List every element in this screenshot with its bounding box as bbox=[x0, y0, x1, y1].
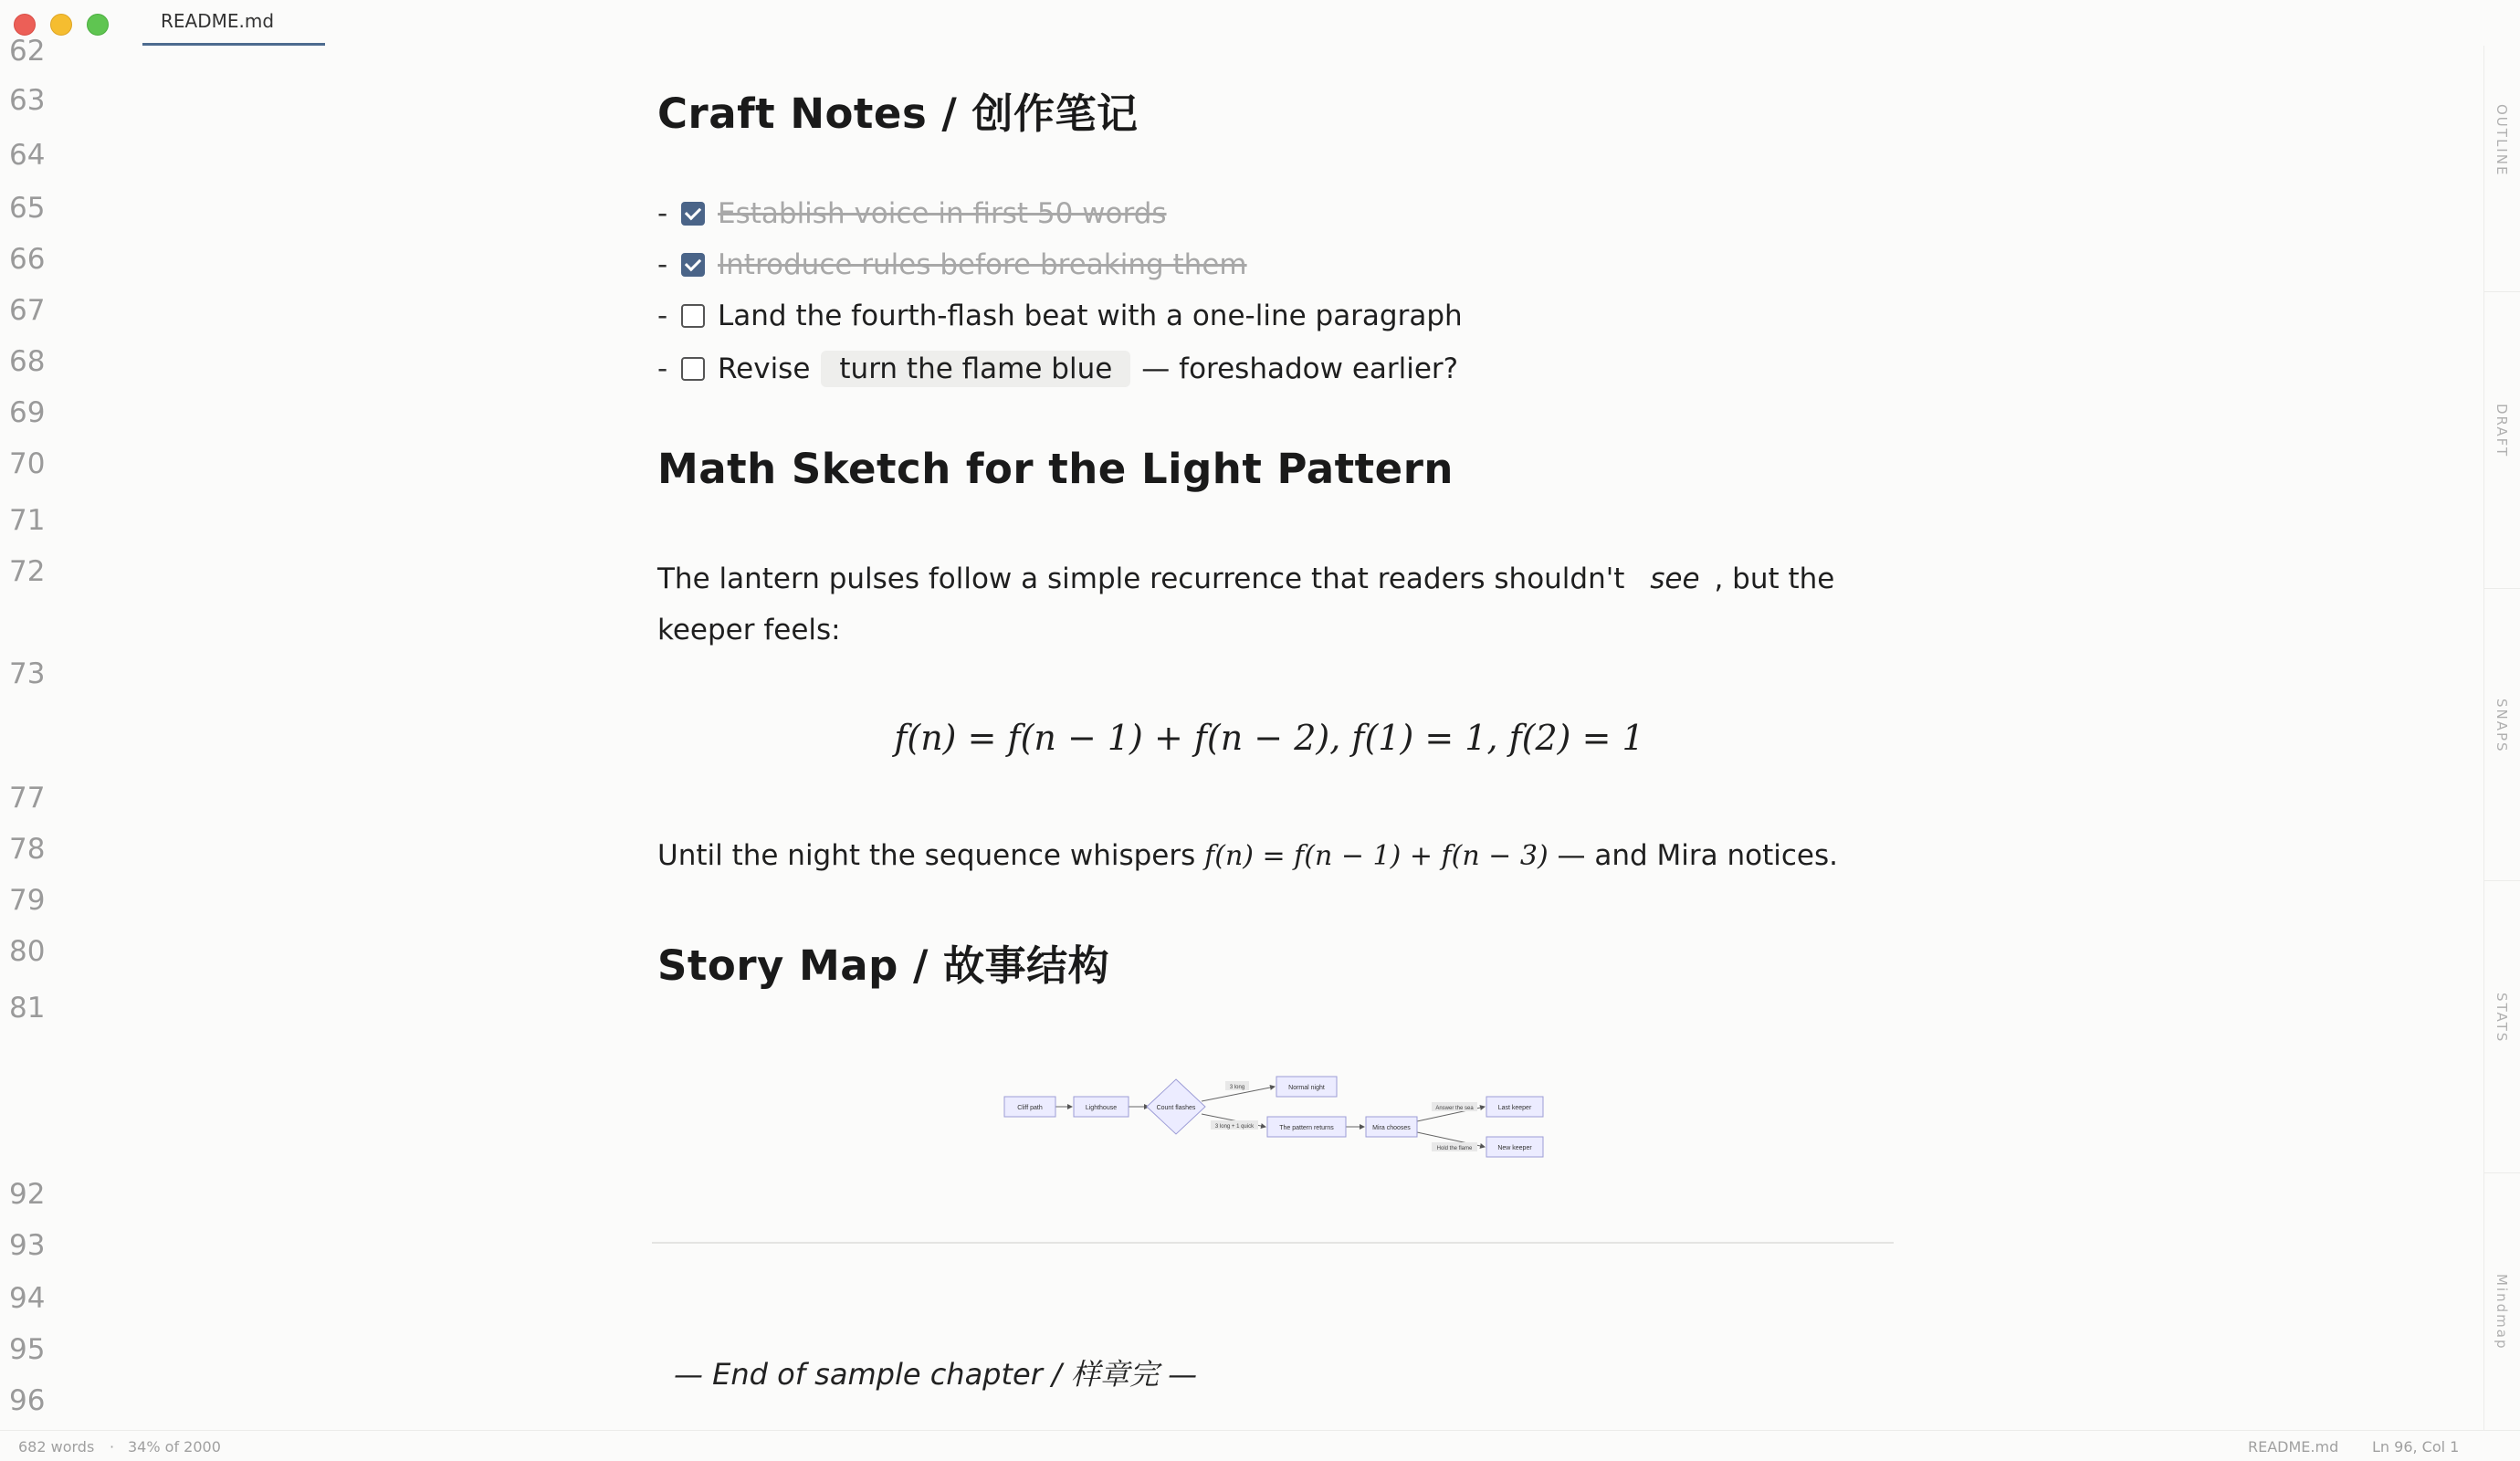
line-number: 66 bbox=[9, 243, 46, 276]
diagram-node[interactable] bbox=[1366, 1117, 1417, 1137]
rail-label: Mindmap bbox=[2494, 1274, 2510, 1351]
line-number: 92 bbox=[9, 1178, 46, 1211]
paragraph-text: Until the night the sequence whispers bbox=[657, 839, 1196, 872]
rail-tab-snaps[interactable] bbox=[2484, 589, 2520, 881]
line-number: 65 bbox=[9, 192, 46, 225]
edge-label: 3 long bbox=[1229, 1085, 1245, 1090]
diagram-node[interactable] bbox=[1486, 1097, 1543, 1117]
line-number: 62 bbox=[9, 35, 46, 62]
line-number: 80 bbox=[9, 935, 46, 968]
paragraph-text: — and Mira notices. bbox=[1557, 839, 1839, 872]
story-map-diagram[interactable] bbox=[995, 1068, 1561, 1169]
list-dash: - bbox=[657, 352, 668, 385]
line-number: 79 bbox=[9, 884, 46, 917]
task-text: Land the fourth-flash beat with a one-line paragraph bbox=[718, 300, 1463, 332]
list-dash: - bbox=[657, 300, 668, 332]
inline-math: f(n) = f(n − 1) + f(n − 3) bbox=[1204, 840, 1549, 872]
close-window-button[interactable] bbox=[14, 14, 36, 36]
task-text: Introduce rules before breaking them bbox=[718, 248, 1247, 281]
line-number: 67 bbox=[9, 294, 46, 327]
node-label: New keeper bbox=[1497, 1145, 1532, 1151]
task-checkbox-unchecked[interactable] bbox=[681, 357, 705, 381]
node-label: Last keeper bbox=[1497, 1105, 1532, 1111]
chapter-end-line: — End of sample chapter / 样章完 — bbox=[674, 1357, 1198, 1392]
paragraph-text: The lantern pulses follow a simple recurrence that readers shouldn't bbox=[657, 562, 1625, 595]
minimize-window-button[interactable] bbox=[50, 14, 72, 36]
line-number: 94 bbox=[9, 1282, 46, 1315]
line-number: 95 bbox=[9, 1333, 46, 1366]
inline-code: turn the flame blue bbox=[821, 351, 1130, 387]
math-block bbox=[657, 718, 1881, 758]
rail-tab-outline[interactable] bbox=[2484, 46, 2520, 292]
tab-title: README.md bbox=[161, 10, 275, 32]
goal-progress[interactable]: 34% of 2000 bbox=[128, 1438, 221, 1456]
line-number: 77 bbox=[9, 782, 46, 815]
word-count: 682 words bbox=[18, 1438, 95, 1456]
task-text: Establish voice in first 50 words bbox=[718, 197, 1167, 230]
task-item bbox=[657, 248, 1247, 281]
list-dash: - bbox=[657, 197, 668, 230]
tab-readme[interactable] bbox=[142, 0, 325, 46]
node-label: Cliff path bbox=[1017, 1105, 1043, 1111]
rail-label: DRAFT bbox=[2494, 404, 2510, 458]
diagram-node[interactable] bbox=[1147, 1079, 1205, 1134]
node-label: Mira chooses bbox=[1372, 1125, 1411, 1131]
diagram-node[interactable] bbox=[1004, 1097, 1055, 1117]
heading-story-map: Story Map / 故事结构 bbox=[657, 941, 1110, 990]
heading-craft-notes: Craft Notes / 创作笔记 bbox=[657, 89, 1139, 138]
line-number: 78 bbox=[9, 833, 46, 866]
task-checkbox-checked[interactable] bbox=[681, 253, 705, 277]
line-number: 69 bbox=[9, 396, 46, 429]
zoom-window-button[interactable] bbox=[87, 14, 109, 36]
diagram-node[interactable] bbox=[1276, 1077, 1337, 1097]
emphasis-see: see bbox=[1650, 562, 1700, 595]
task-text-suffix: — foreshadow earlier? bbox=[1141, 352, 1459, 385]
node-label: Count flashes bbox=[1156, 1105, 1196, 1111]
line-number: 96 bbox=[9, 1384, 46, 1417]
math-formula: f(n) = f(n − 1) + f(n − 2), f(1) = 1, f(2) = 1 bbox=[894, 718, 1644, 758]
rail-label: SNAPS bbox=[2494, 699, 2510, 753]
paragraph-sequence bbox=[657, 830, 1872, 882]
diagram-node[interactable] bbox=[1267, 1117, 1346, 1137]
node-label: The pattern returns bbox=[1279, 1125, 1334, 1131]
paragraph-text: , but the keeper feels: bbox=[657, 562, 1835, 646]
list-dash: - bbox=[657, 248, 668, 281]
heading-math-sketch: Math Sketch for the Light Pattern bbox=[657, 445, 1454, 493]
line-number: 72 bbox=[9, 555, 46, 588]
line-number: 68 bbox=[9, 345, 46, 378]
right-sidebar-rail bbox=[2483, 46, 2520, 1430]
paragraph-lantern bbox=[657, 553, 1872, 656]
node-label: Lighthouse bbox=[1085, 1105, 1118, 1111]
cursor-position[interactable]: Ln 96, Col 1 bbox=[2372, 1438, 2460, 1456]
rail-tab-mindmap[interactable] bbox=[2484, 1173, 2520, 1430]
task-item bbox=[657, 300, 1463, 332]
task-checkbox-unchecked[interactable] bbox=[681, 304, 705, 328]
line-number: 63 bbox=[9, 84, 46, 117]
line-number: 93 bbox=[9, 1229, 46, 1262]
line-number: 71 bbox=[9, 504, 46, 537]
edge-label: Hold the flame bbox=[1436, 1146, 1473, 1151]
line-number: 81 bbox=[9, 992, 46, 1025]
node-label: Normal night bbox=[1288, 1085, 1325, 1091]
task-item bbox=[657, 197, 1167, 230]
horizontal-rule bbox=[652, 1242, 1894, 1244]
rail-tab-draft[interactable] bbox=[2484, 292, 2520, 589]
diagram-node[interactable] bbox=[1074, 1097, 1129, 1117]
line-number: 73 bbox=[9, 657, 46, 690]
status-filename: README.md bbox=[2248, 1438, 2339, 1456]
rail-label: STATS bbox=[2494, 993, 2510, 1044]
diagram-node[interactable] bbox=[1486, 1137, 1543, 1157]
edge-label: Answer the sea bbox=[1435, 1106, 1474, 1111]
rail-tab-stats[interactable] bbox=[2484, 881, 2520, 1173]
line-number: 70 bbox=[9, 447, 46, 480]
title-bar bbox=[0, 0, 2520, 46]
task-text: Revise bbox=[718, 352, 811, 385]
status-bar bbox=[0, 1430, 2520, 1461]
edge-label: 3 long + 1 quick bbox=[1214, 1124, 1255, 1130]
line-number: 64 bbox=[9, 139, 46, 172]
status-separator: · bbox=[110, 1438, 115, 1456]
rail-label: OUTLINE bbox=[2494, 104, 2510, 177]
task-checkbox-checked[interactable] bbox=[681, 202, 705, 226]
task-item bbox=[657, 351, 1458, 387]
